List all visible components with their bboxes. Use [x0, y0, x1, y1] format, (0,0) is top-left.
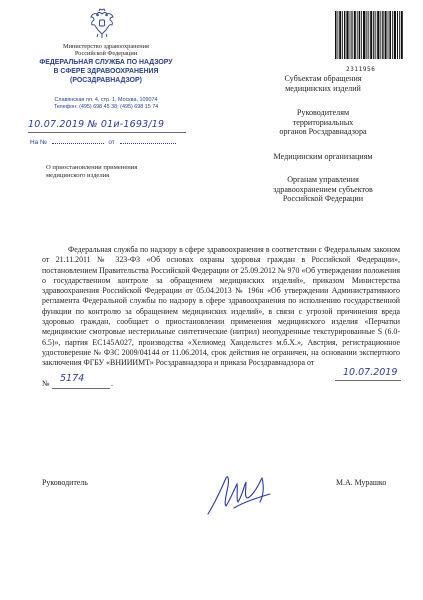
recipient-2-line-2: территориальных: [292, 117, 354, 127]
incoming-reference-line: [30, 139, 176, 146]
service-line-1: ФЕДЕРАЛЬНАЯ СЛУЖБА ПО НАДЗОРУ: [39, 58, 173, 66]
recipient-1: [248, 74, 398, 93]
incoming-from-label: от: [108, 139, 115, 146]
recipient-2-line-1: Руководителям: [296, 108, 350, 117]
order-number-label: №: [42, 379, 50, 388]
ministry-line-2: Российской Федерации: [74, 50, 138, 58]
letter-body: [42, 245, 400, 369]
letter-subject: [46, 164, 166, 180]
agency-address: [18, 97, 194, 111]
incoming-date-blank: [120, 143, 176, 144]
service-line-3: (РОСЗДРАВНАДЗОР): [70, 76, 142, 84]
subject-line-1: О приостановлении применения: [46, 164, 138, 171]
barcode-icon: [335, 11, 403, 59]
subject-line-2: медицинского изделия: [46, 172, 110, 179]
ministry-line-1: Министерство здравоохранения: [63, 43, 149, 50]
recipient-3-line-1: Медицинским организациям: [273, 152, 373, 161]
reference-underline: [28, 132, 186, 133]
recipient-1-line-2: медицинских изделий: [285, 83, 361, 93]
order-number-handwritten: 5174: [60, 373, 85, 384]
signatory-name: М.А. Мурашко: [336, 478, 387, 487]
signatory-title: Руководитель: [42, 478, 88, 487]
recipient-4-line-2: здравоохранением субъектов: [273, 184, 373, 194]
incoming-number-label: На №: [30, 139, 47, 146]
address-line-1: Славянская пл. 4, стр. 1, Москва, 109074: [54, 97, 158, 103]
recipient-3: [248, 152, 398, 162]
outgoing-reference-handwritten: 10.07.2019 № 01и-1693/19: [28, 119, 165, 130]
recipient-4-line-1: Органам управления: [287, 175, 359, 184]
order-date-handwritten: 10.07.2019: [343, 367, 398, 378]
order-number-tail: .: [111, 379, 113, 388]
body-paragraph: Федеральная служба по надзору в сфере здравоохранения в соответствии с Федеральным законом от 21.11.2011 № 323-ФЗ «Об основах охраны здоровья граждан в Российской Федерации», постановлением Правительства Российской Федерации от 25.09.2012 № 970 «Об утверждении положения о государственном контроле за обращением медицинских изделий», приказом Министерства здравоохранения Российской Федерации от 05.04.2013 № 196н «Об утверждении Административного регламента Федеральной службы по надзору в сфере здравоохранения по исполнению государственной функции по контролю за обращением медицинских изделий», в связи с угрозой причинения вреда здоровью граждан, сообщает о приостановлении применения медицинского изделия «Перчатки медицинские смотровые нестерильные синтетические (нитрил) неопудренные текстурированные S (6.0-6.5)», партия ЕС145А027, производства «Хелиомед Хандельсгез м.б.Х.», Австрия, регистрационное удостоверение № ФЗС 2009/04144 от 11.06.2014, срок действия не ограничен, на основании экспертного заключения ФГБУ «ВНИИИМТ» Росздравнадзора и приказа Росздравнадзора от: [42, 245, 400, 368]
recipient-4: [248, 175, 398, 204]
recipient-4-line-3: Российской Федерации: [282, 194, 364, 204]
service-line-2: В СФЕРЕ ЗДРАВООХРАНЕНИЯ: [53, 67, 159, 75]
order-date-underline: [335, 380, 401, 381]
recipient-1-line-1: Субъектам обращения: [284, 74, 362, 83]
address-line-2: Телефон: (495) 698 45 38; (495) 698 15 74: [53, 104, 159, 110]
recipient-2-line-3: органов Росздравнадзора: [279, 127, 367, 137]
recipient-2: [248, 108, 398, 137]
order-number-underline: [52, 388, 110, 389]
double-headed-eagle-emblem-icon: [86, 8, 118, 40]
handwritten-signature-icon: [204, 456, 284, 521]
agency-header: [18, 43, 194, 85]
incoming-number-blank: [52, 143, 104, 144]
barcode-number: 2311956: [346, 66, 376, 73]
